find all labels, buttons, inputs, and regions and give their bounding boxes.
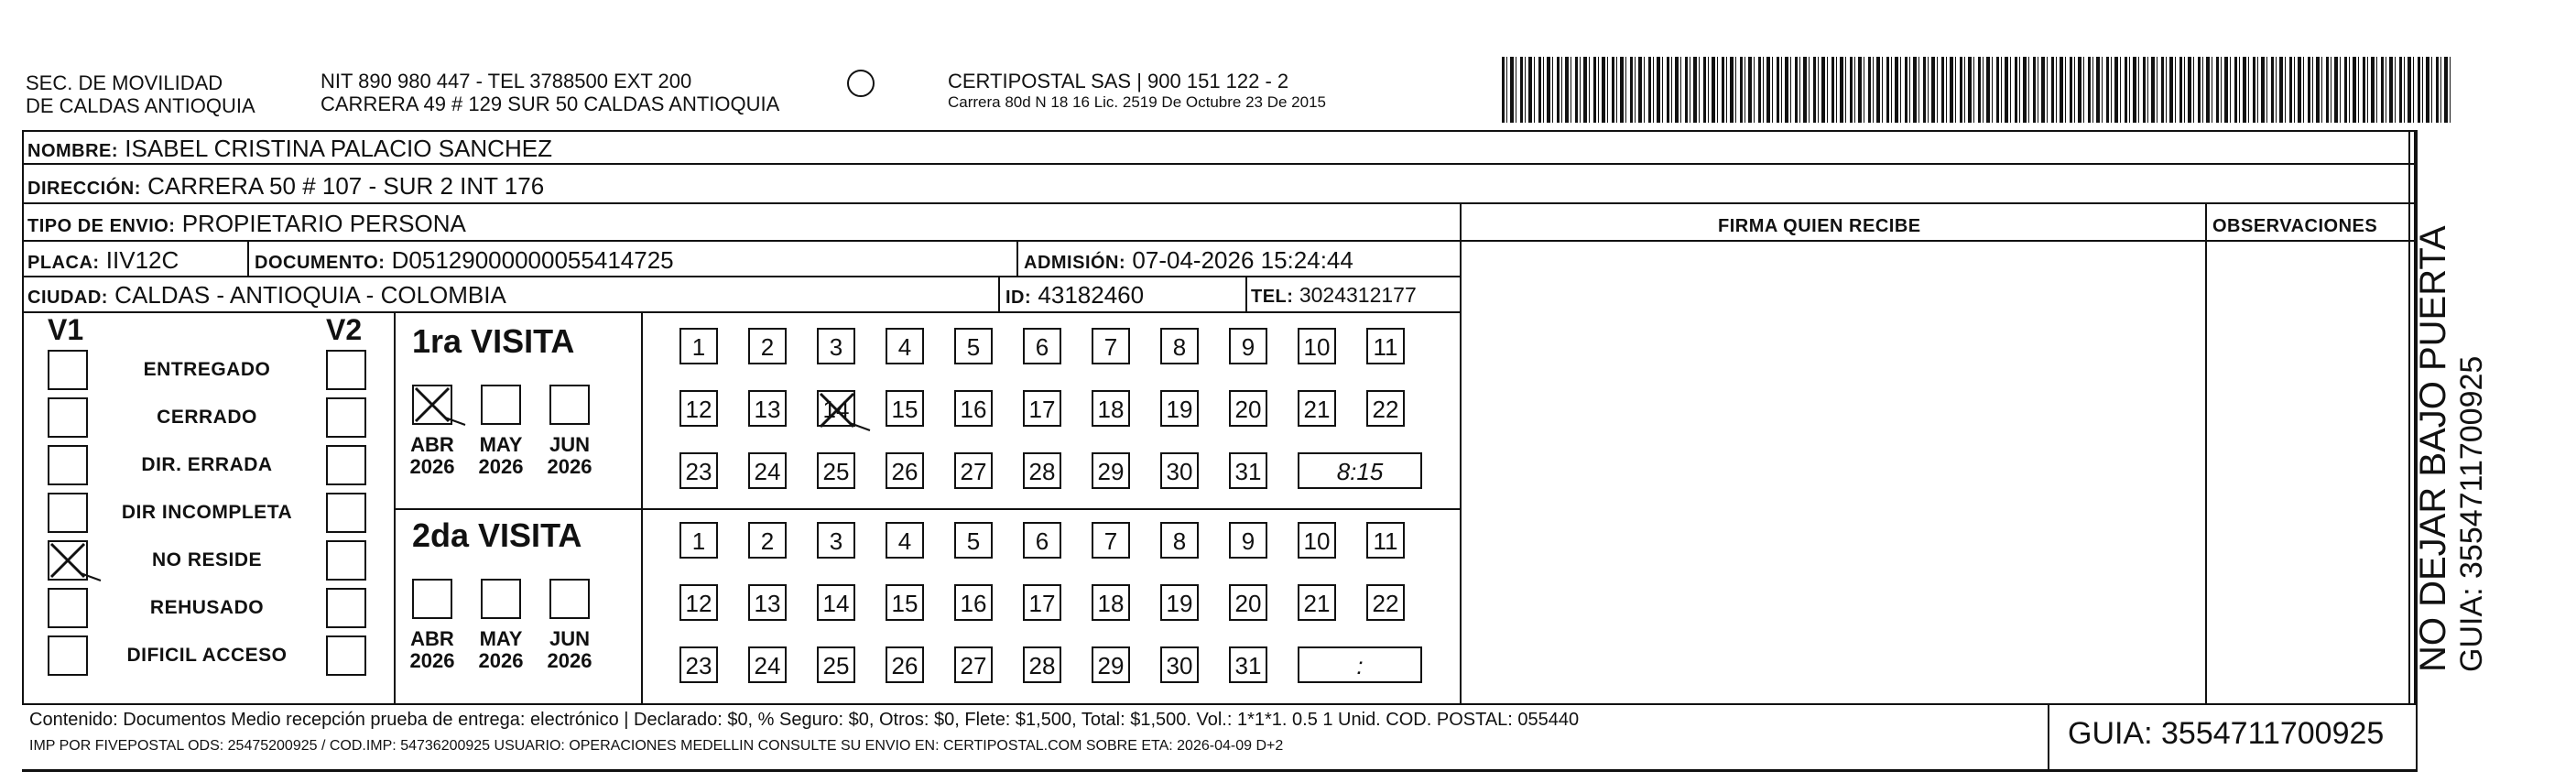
day-checkbox[interactable]: 23 <box>679 452 718 489</box>
documento-row <box>255 245 674 277</box>
day-checkbox[interactable]: 28 <box>1023 452 1061 489</box>
day-checkbox[interactable]: 31 <box>1229 452 1267 489</box>
v2-checkbox[interactable] <box>326 397 366 438</box>
visit2-title: 2da VISITA <box>412 516 582 554</box>
org-contact <box>321 70 779 115</box>
time-field[interactable]: 8:15 <box>1298 452 1422 489</box>
reason-label: CERRADO <box>157 407 257 428</box>
day-checkbox[interactable]: 20 <box>1229 584 1267 621</box>
day-checkbox[interactable]: 3 <box>817 328 855 364</box>
day-checkbox[interactable]: 21 <box>1298 584 1336 621</box>
day-checkbox[interactable]: 24 <box>748 646 787 683</box>
day-checkbox[interactable]: 6 <box>1023 328 1061 364</box>
v1-checkbox[interactable] <box>48 493 88 533</box>
side-text <box>2412 226 2489 673</box>
day-checkbox[interactable]: 4 <box>886 328 924 364</box>
v2-checkbox[interactable] <box>326 350 366 390</box>
day-checkbox[interactable]: 19 <box>1160 390 1199 427</box>
day-checkbox[interactable]: 12 <box>679 390 718 427</box>
day-checkbox[interactable]: 29 <box>1092 646 1130 683</box>
month-checkbox[interactable] <box>412 579 452 619</box>
day-checkbox[interactable]: 12 <box>679 584 718 621</box>
nombre-value: ISABEL CRISTINA PALACIO SANCHEZ <box>125 135 552 162</box>
x-mark-icon <box>412 385 452 425</box>
month-year: 2026 <box>478 649 524 672</box>
org-line-2: DE CALDAS ANTIOQUIA <box>26 94 255 117</box>
day-checkbox[interactable]: 11 <box>1366 328 1405 364</box>
month-name: JUN <box>549 433 590 456</box>
day-checkbox[interactable]: 2 <box>748 522 787 559</box>
documento-label: DOCUMENTO: <box>255 253 386 273</box>
firma-label: FIRMA QUIEN RECIBE <box>1718 216 1921 236</box>
v1-checkbox[interactable] <box>48 445 88 485</box>
day-checkbox[interactable]: 17 <box>1023 584 1061 621</box>
month-checkbox[interactable] <box>481 385 521 425</box>
day-checkbox[interactable]: 17 <box>1023 390 1061 427</box>
day-checkbox[interactable]: 25 <box>817 646 855 683</box>
day-checkbox[interactable]: 14 <box>817 584 855 621</box>
day-checkbox[interactable]: 30 <box>1160 646 1199 683</box>
org-name <box>26 71 255 117</box>
nombre-row <box>27 134 552 166</box>
day-checkbox[interactable]: 16 <box>954 584 993 621</box>
id-row <box>1005 280 1144 312</box>
month-year: 2026 <box>409 649 455 672</box>
contenido-line: Contenido: Documentos Medio recepción prueba de entrega: electrónico | Declarado: $0, % Seguro: $0, Otros: $0, Flete: $1,500, Total: $1,500. Vol.: 1*1*1. 0.5 1 Unid. COD. POSTAL: 055440 <box>29 710 1580 730</box>
direccion-label: DIRECCIÓN: <box>27 179 141 199</box>
day-checkbox[interactable]: 25 <box>817 452 855 489</box>
placa-label: PLACA: <box>27 253 100 273</box>
v1-checkbox[interactable] <box>48 350 88 390</box>
documento-value: D05129000000055414725 <box>391 246 674 274</box>
x-mark-icon <box>817 390 857 430</box>
tel-label: TEL: <box>1251 287 1294 307</box>
day-checkbox[interactable]: 21 <box>1298 390 1336 427</box>
day-checkbox[interactable]: 6 <box>1023 522 1061 559</box>
side-warning: NO DEJAR BAJO PUERTA <box>2413 225 2453 672</box>
reason-label: NO RESIDE <box>151 549 263 570</box>
direccion-value: CARRERA 50 # 107 - SUR 2 INT 176 <box>147 172 545 200</box>
month-year: 2026 <box>478 455 524 478</box>
month-name: MAY <box>479 433 523 456</box>
day-checkbox[interactable]: 14 <box>817 390 855 427</box>
day-checkbox[interactable]: 1 <box>679 522 718 559</box>
day-checkbox[interactable]: 22 <box>1366 584 1405 621</box>
v2-label: V2 <box>326 313 363 346</box>
signature-area[interactable] <box>1465 244 2201 698</box>
barcode <box>1502 57 2454 123</box>
courier-sub: Carrera 80d N 18 16 Lic. 2519 De Octubre 23 De 2015 <box>948 93 1326 111</box>
month-name: MAY <box>479 627 523 650</box>
reason-label: DIR. ERRADA <box>141 454 273 475</box>
day-checkbox[interactable]: 10 <box>1298 522 1336 559</box>
side-guia: GUIA: 3554711700925 <box>2454 355 2489 672</box>
day-checkbox[interactable]: 9 <box>1229 522 1267 559</box>
day-checkbox[interactable]: 4 <box>886 522 924 559</box>
month-name: ABR <box>410 627 454 650</box>
day-checkbox[interactable]: 26 <box>886 646 924 683</box>
footer-guia: GUIA: 3554711700925 <box>2068 716 2385 751</box>
month-year: 2026 <box>409 455 455 478</box>
day-checkbox[interactable]: 2 <box>748 328 787 364</box>
courier-line: CERTIPOSTAL SAS | 900 151 122 - 2 <box>948 70 1289 92</box>
reason-label: ENTREGADO <box>143 359 271 380</box>
tel-value: 3024312177 <box>1299 283 1417 307</box>
month-year: 2026 <box>547 455 592 478</box>
day-checkbox[interactable]: 22 <box>1366 390 1405 427</box>
v1-checkbox[interactable] <box>48 635 88 676</box>
day-checkbox[interactable]: 18 <box>1092 584 1130 621</box>
month-checkbox[interactable] <box>481 579 521 619</box>
day-checkbox[interactable]: 18 <box>1092 390 1130 427</box>
v2-checkbox[interactable] <box>326 635 366 676</box>
v2-checkbox[interactable] <box>326 445 366 485</box>
direccion-row <box>27 171 544 203</box>
day-checkbox[interactable]: 20 <box>1229 390 1267 427</box>
v1-checkbox[interactable] <box>48 588 88 628</box>
placa-row <box>27 245 179 277</box>
certipostal-logo-icon <box>847 70 875 97</box>
ciudad-value: CALDAS - ANTIOQUIA - COLOMBIA <box>114 281 506 309</box>
month-checkbox[interactable] <box>412 385 452 425</box>
day-checkbox[interactable]: 8 <box>1160 522 1199 559</box>
day-checkbox[interactable]: 9 <box>1229 328 1267 364</box>
day-checkbox[interactable]: 7 <box>1092 522 1130 559</box>
day-checkbox[interactable]: 8 <box>1160 328 1199 364</box>
admision-label: ADMISIÓN: <box>1024 253 1126 273</box>
v2-checkbox[interactable] <box>326 588 366 628</box>
day-checkbox[interactable]: 26 <box>886 452 924 489</box>
tipo-envio-row <box>27 209 466 241</box>
day-checkbox[interactable]: 15 <box>886 390 924 427</box>
tipo-envio-value: PROPIETARIO PERSONA <box>181 210 466 237</box>
id-label: ID: <box>1005 288 1032 308</box>
time-field[interactable]: : <box>1298 646 1422 683</box>
day-checkbox[interactable]: 1 <box>679 328 718 364</box>
ciudad-label: CIUDAD: <box>27 288 108 308</box>
v1-checkbox[interactable] <box>48 397 88 438</box>
month-checkbox[interactable] <box>549 579 590 619</box>
admision-row <box>1024 245 1353 277</box>
month-name: ABR <box>410 433 454 456</box>
ciudad-row <box>27 280 506 312</box>
observaciones-label: OBSERVACIONES <box>2212 216 2378 236</box>
day-checkbox[interactable]: 31 <box>1229 646 1267 683</box>
v2-checkbox[interactable] <box>326 493 366 533</box>
courier-info <box>948 70 1326 113</box>
reason-label: DIFICIL ACCESO <box>126 645 288 666</box>
day-checkbox[interactable]: 7 <box>1092 328 1130 364</box>
address-line: CARRERA 49 # 129 SUR 50 CALDAS ANTIOQUIA <box>321 92 780 115</box>
v2-checkbox[interactable] <box>326 540 366 581</box>
id-value: 43182460 <box>1038 281 1145 309</box>
nit-line: NIT 890 980 447 - TEL 3788500 EXT 200 <box>321 70 692 92</box>
day-checkbox[interactable]: 28 <box>1023 646 1061 683</box>
day-checkbox[interactable]: 10 <box>1298 328 1336 364</box>
nombre-label: NOMBRE: <box>27 141 119 161</box>
day-checkbox[interactable]: 29 <box>1092 452 1130 489</box>
org-line-1: SEC. DE MOVILIDAD <box>26 71 223 94</box>
day-checkbox[interactable]: 3 <box>817 522 855 559</box>
admision-value: 07-04-2026 15:24:44 <box>1132 246 1353 274</box>
v1-label: V1 <box>48 313 84 346</box>
tel-row <box>1251 280 1417 311</box>
day-checkbox[interactable]: 19 <box>1160 584 1199 621</box>
imp-line: IMP POR FIVEPOSTAL ODS: 25475200925 / COD.IMP: 54736200925 USUARIO: OPERACIONES MEDELLIN CONSULTE SU ENVIO EN: CERTIPOSTAL.COM SOBRE ETA: 2026-04-09 D+2 <box>29 738 1284 754</box>
reason-label: REHUSADO <box>149 597 265 618</box>
day-checkbox[interactable]: 30 <box>1160 452 1199 489</box>
day-checkbox[interactable]: 23 <box>679 646 718 683</box>
v1-checkbox[interactable] <box>48 540 88 581</box>
day-checkbox[interactable]: 24 <box>748 452 787 489</box>
day-checkbox[interactable]: 16 <box>954 390 993 427</box>
day-checkbox[interactable]: 5 <box>954 328 993 364</box>
month-name: JUN <box>549 627 590 650</box>
day-checkbox[interactable]: 5 <box>954 522 993 559</box>
x-mark-icon <box>48 540 88 581</box>
day-checkbox[interactable]: 11 <box>1366 522 1405 559</box>
day-checkbox[interactable]: 27 <box>954 646 993 683</box>
month-year: 2026 <box>547 649 592 672</box>
day-checkbox[interactable]: 13 <box>748 390 787 427</box>
placa-value: IIV12C <box>105 246 179 274</box>
day-checkbox[interactable]: 27 <box>954 452 993 489</box>
observations-area[interactable] <box>2211 244 2405 698</box>
tipo-envio-label: TIPO DE ENVIO: <box>27 216 176 236</box>
visit1-title: 1ra VISITA <box>412 322 575 360</box>
day-checkbox[interactable]: 15 <box>886 584 924 621</box>
month-checkbox[interactable] <box>549 385 590 425</box>
day-checkbox[interactable]: 13 <box>748 584 787 621</box>
reason-label: DIR INCOMPLETA <box>121 502 293 523</box>
